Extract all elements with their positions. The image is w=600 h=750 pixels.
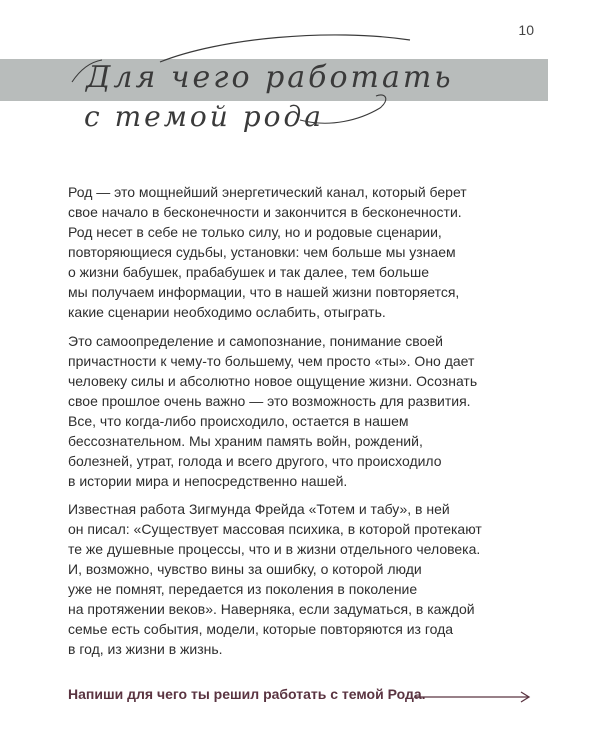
page-title-line-2: с темой рода	[84, 100, 324, 133]
paragraph-line: в год, из жизни в жизнь.	[68, 641, 223, 657]
paragraph-line: Род — это мощнейший энергетический канал, который берет	[68, 184, 467, 200]
paragraph-line: Род несет в себе не только силу, но и родовые сценарии,	[68, 224, 442, 240]
paragraph-line: о жизни бабушек, прабабушек и так далее, тем больше	[68, 264, 429, 280]
paragraph-line: повторяющиеся судьбы, установки: чем больше мы узнаем	[68, 244, 456, 260]
paragraph-line: И, возможно, чувство вины за ошибку, о которой люди	[68, 561, 422, 577]
paragraph-line: Все, что когда-либо происходило, остается в нашем	[68, 413, 409, 429]
paragraph-line: какие сценарии необходимо ослабить, отыграть.	[68, 304, 386, 320]
paragraph-line: причастности к чему-то большему, чем просто «ты». Оно дает	[68, 353, 475, 369]
paragraph-line: свое прошлое очень важно — это возможность для развития.	[68, 393, 471, 409]
paragraph-line: те же душевные процессы, что и в жизни отдельного человека.	[68, 541, 481, 557]
paragraph-3	[68, 499, 488, 659]
paragraph-line: мы получаем информации, что в нашей жизни повторяется,	[68, 284, 460, 300]
flourish-top-curve	[160, 35, 410, 62]
paragraph-line: бессознательном. Мы храним память войн, рождений,	[68, 433, 423, 449]
paragraph-2	[68, 331, 488, 491]
call-to-action-prompt: Напиши для чего ты решил работать с темой Рода.	[68, 686, 426, 702]
paragraph-line: Известная работа Зигмунда Фрейда «Тотем и табу», в ней	[68, 501, 450, 517]
page-title-line-1: Для чего работать	[86, 60, 454, 95]
paragraph-line: болезней, утрат, голода и всего другого, что происходило	[68, 453, 442, 469]
paragraph-line: на протяжении веков». Наверняка, если задуматься, в каждой	[68, 601, 475, 617]
paragraph-line: в истории мира и непосредственно нашей.	[68, 473, 348, 489]
paragraph-line: уже не помнят, передается из поколения в поколение	[68, 581, 418, 597]
arrow-right-icon	[414, 690, 532, 704]
paragraph-1	[68, 182, 488, 322]
paragraph-line: Это самоопределение и самопознание, понимание своей	[68, 333, 443, 349]
paragraph-line: он писал: «Существует массовая психика, в которой протекают	[68, 521, 482, 537]
paragraph-line: свое начало в бесконечности и закончится в бесконечности.	[68, 204, 462, 220]
page-number: 10	[518, 22, 534, 38]
paragraph-line: человеку силы и абсолютно новое ощущение жизни. Осознать	[68, 373, 478, 389]
paragraph-line: семье есть события, модели, которые повторяются из года	[68, 621, 454, 637]
